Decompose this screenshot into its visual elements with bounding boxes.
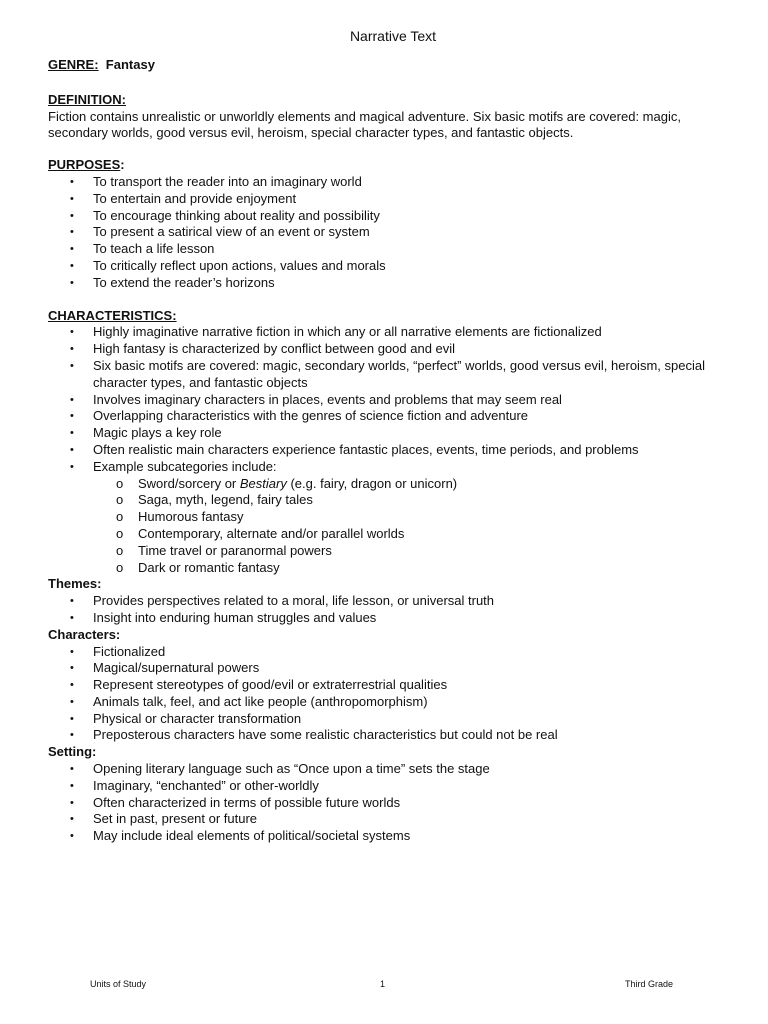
purposes-list [48, 174, 738, 292]
list-item: • To entertain and provide enjoyment [48, 191, 738, 208]
sub-list-item [48, 509, 738, 526]
sub-bullet-marker: o [116, 475, 124, 491]
sub-bullet-marker: o [116, 542, 124, 558]
list-item: • Involves imaginary characters in places, events and problems that may seem real [48, 392, 738, 409]
genre-value: Fantasy [105, 57, 155, 72]
characters-list [48, 644, 738, 745]
purposes-heading-text: PURPOSES [48, 157, 121, 173]
sub-item-text: Saga, myth, legend, fairy tales [138, 492, 313, 508]
list-item: • Magic plays a key role [48, 425, 738, 442]
list-item: • Physical or character transformation [48, 711, 738, 728]
list-item: • Often characterized in terms of possible future worlds [48, 795, 738, 812]
list-item: • May include ideal elements of political/societal systems [48, 828, 738, 845]
characteristics-heading: CHARACTERISTICS: [48, 307, 177, 323]
list-item: • Insight into enduring human struggles and values [48, 610, 738, 627]
characters-heading: Characters: [48, 626, 121, 642]
definition-heading: DEFINITION: [48, 91, 126, 107]
sub-item-suffix: (e.g. fairy, dragon or unicorn) [286, 475, 458, 491]
sub-item-text: Contemporary, alternate and/or parallel worlds [138, 525, 405, 541]
sub-bullet-marker: o [116, 559, 124, 575]
list-item: • Represent stereotypes of good/evil or extraterrestrial qualities [48, 677, 738, 694]
footer-left: Units of Study [90, 979, 147, 989]
list-item: • To encourage thinking about reality and possibility [48, 208, 738, 225]
list-item: • Set in past, present or future [48, 811, 738, 828]
sub-list-item [48, 560, 738, 577]
purposes-heading-colon: : [120, 157, 125, 173]
footer-page-number: 1 [380, 979, 386, 989]
list-item: • Animals talk, feel, and act like people (anthropomorphism) [48, 694, 738, 711]
list-item: • Provides perspectives related to a moral, life lesson, or universal truth [48, 593, 738, 610]
list-item: • To critically reflect upon actions, values and morals [48, 258, 738, 275]
list-item: • Preposterous characters have some realistic characteristics but could not be real [48, 727, 738, 744]
list-item [48, 459, 738, 476]
sub-item-text: Humorous fantasy [138, 509, 244, 525]
characteristics-list [48, 324, 738, 475]
spacer [48, 292, 738, 308]
sub-list-item [48, 526, 738, 543]
list-item: • Magical/supernatural powers [48, 660, 738, 677]
list-item: • To teach a life lesson [48, 241, 738, 258]
purposes-heading [48, 157, 738, 174]
list-item: • Highly imaginative narrative fiction in which any or all narrative elements are fictionalized [48, 324, 738, 341]
document-page [48, 27, 738, 845]
themes-list [48, 593, 738, 627]
definition-text: Fiction contains unrealistic or unworldly elements and magical adventure. Six basic motifs are covered: magic, secondary worlds, good versus evil, heroism, special character types, and fantastic objects. [48, 108, 681, 141]
subcategories-intro: Example subcategories include: [93, 458, 277, 474]
list-item: • Six basic motifs are covered: magic, secondary worlds, “perfect” worlds, good versus evil, heroism, special character types, and fantastic objects [48, 358, 738, 392]
setting-heading: Setting: [48, 744, 97, 760]
sub-list-item [48, 492, 738, 509]
footer-right: Third Grade [625, 979, 674, 989]
list-item: • Overlapping characteristics with the genres of science fiction and adventure [48, 408, 738, 425]
sub-item-text: Dark or romantic fantasy [138, 559, 280, 575]
list-item: • To transport the reader into an imaginary world [48, 174, 738, 191]
sub-list-item [48, 476, 738, 493]
sub-list-item [48, 543, 738, 560]
subcategories-list [48, 476, 738, 577]
sub-bullet-marker: o [116, 492, 124, 508]
genre-label: GENRE: [48, 57, 99, 72]
list-item: • Fictionalized [48, 644, 738, 661]
list-item: • High fantasy is characterized by conflict between good and evil [48, 341, 738, 358]
list-item: • To extend the reader’s horizons [48, 275, 738, 292]
genre-line [48, 57, 738, 74]
list-item: • Opening literary language such as “Once upon a time” sets the stage [48, 761, 738, 778]
page-title: Narrative Text [349, 28, 437, 44]
list-item: • Often realistic main characters experience fantastic places, events, time periods, and problems [48, 442, 738, 459]
setting-list [48, 761, 738, 845]
list-item: • Imaginary, “enchanted” or other-worldly [48, 778, 738, 795]
themes-heading: Themes: [48, 576, 102, 592]
sub-item-prefix: Sword/sorcery or [138, 475, 240, 491]
list-item: • To present a satirical view of an event or system [48, 224, 738, 241]
sub-item-italic: Bestiary [239, 475, 287, 491]
sub-item-text: Time travel or paranormal powers [138, 542, 332, 558]
sub-bullet-marker: o [116, 525, 124, 541]
sub-bullet-marker: o [116, 509, 124, 525]
